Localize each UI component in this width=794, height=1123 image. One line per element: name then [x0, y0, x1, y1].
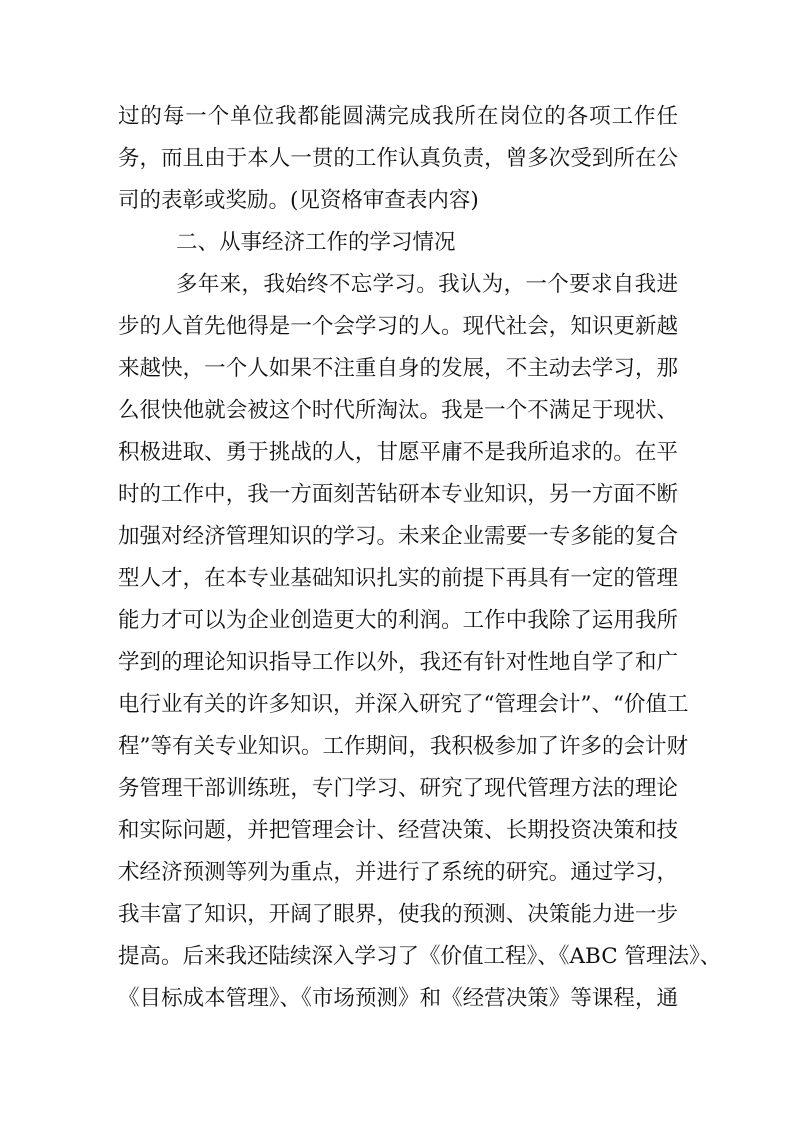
text-line: 时的工作中，我一方面刻苦钻研本专业知识，另一方面不断: [118, 482, 678, 507]
text-line: 学到的理论知识指导工作以外，我还有针对性地自学了和广: [118, 650, 678, 675]
text-line: 步的人首先他得是一个会学习的人。现代社会，知识更新越: [118, 314, 678, 339]
text-line: 积极进取、勇于挑战的人，甘愿平庸不是我所追求的。在平: [118, 440, 678, 465]
text-line: 电行业有关的许多知识，并深入研究了“管理会计”、“价值工: [118, 692, 689, 717]
section-heading: 二、从事经济工作的学习情况: [176, 230, 456, 255]
text-line: 务管理干部训练班，专门学习、研究了现代管理方法的理论: [118, 776, 678, 801]
text-line: 程”等有关专业知识。工作期间，我积极参加了许多的会计财: [118, 734, 688, 759]
text-line: 术经济预测等列为重点，并进行了系统的研究。通过学习，: [118, 860, 678, 885]
text-line: 和实际问题，并把管理会计、经营决策、长期投资决策和技: [118, 818, 678, 843]
text-line: 提高。后来我还陆续深入学习了《价值工程》、《ABC 管理法》、: [118, 944, 722, 969]
text-line: 我丰富了知识，开阔了眼界，使我的预测、决策能力进一步: [118, 902, 678, 927]
text-line: 司的表彰或奖励。(见资格审查表内容): [118, 188, 479, 213]
text-line: 加强对经济管理知识的学习。未来企业需要一专多能的复合: [118, 524, 678, 549]
text-line: 务，而且由于本人一贯的工作认真负责，曾多次受到所在公: [118, 146, 678, 171]
text-line: 么很快他就会被这个时代所淘汰。我是一个不满足于现状、: [118, 398, 678, 423]
text-line: 《目标成本管理》、《市场预测》和《经营决策》等课程，通: [118, 986, 678, 1011]
text-line: 能力才可以为企业创造更大的利润。工作中我除了运用我所: [118, 608, 678, 633]
text-line: 过的每一个单位我都能圆满完成我所在岗位的各项工作任: [118, 104, 678, 129]
text-line: 型人才，在本专业基础知识扎实的前提下再具有一定的管理: [118, 566, 678, 591]
text-line: 多年来，我始终不忘学习。我认为，一个要求自我进: [176, 272, 678, 297]
text-line: 来越快，一个人如果不注重自身的发展，不主动去学习，那: [118, 356, 678, 381]
